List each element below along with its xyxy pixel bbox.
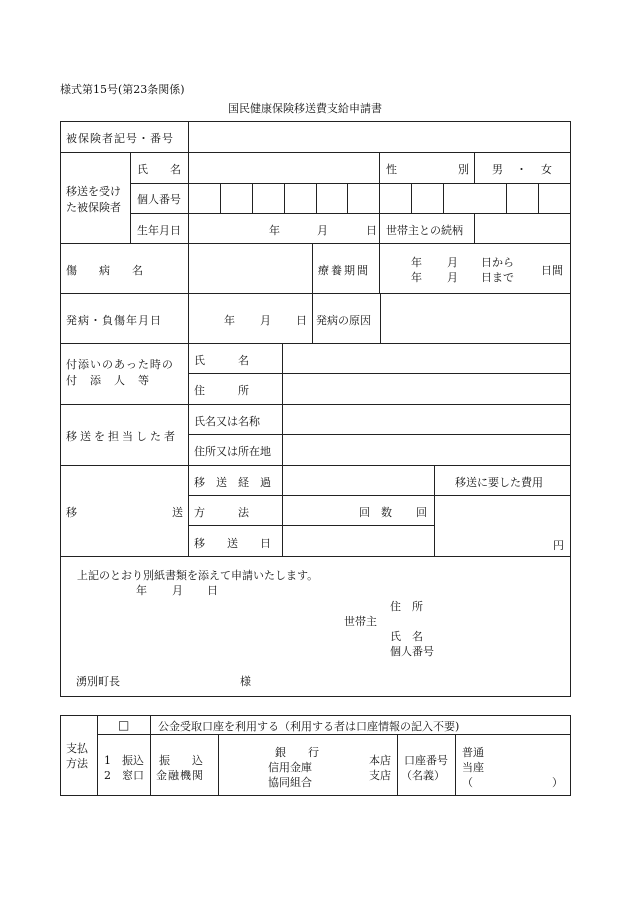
declaration-year-unit: 年 xyxy=(136,584,147,597)
transport-date-label: 移 送 日 xyxy=(194,537,271,550)
shinkin-label: 信用金庫 xyxy=(268,761,312,774)
birth-month-unit: 月 xyxy=(317,224,328,237)
individual-number-digit[interactable] xyxy=(348,184,379,212)
onset-day-unit: 日 xyxy=(296,314,307,327)
branch-label: 支店 xyxy=(369,769,391,782)
account-holder-field[interactable] xyxy=(476,774,548,788)
individual-number-digit[interactable] xyxy=(475,184,506,212)
account-holder-label: （名義） xyxy=(401,769,445,782)
name-label: 氏 名 xyxy=(137,163,181,176)
form-title: 国民健康保険移送費支給申請書 xyxy=(228,102,382,115)
illness-label: 傷 病 名 xyxy=(66,264,143,277)
form-number: 様式第15号(第23条関係) xyxy=(60,83,185,96)
name-field[interactable] xyxy=(200,161,370,175)
treatment-period-label: 療養期間 xyxy=(318,264,370,277)
individual-number-digit[interactable] xyxy=(221,184,252,212)
individual-number-digit[interactable] xyxy=(412,184,443,212)
onset-year-unit: 年 xyxy=(224,314,235,327)
addressee: 湧別町長 xyxy=(76,675,120,688)
transport-route-label: 移 送 経 過 xyxy=(194,476,271,489)
individual-number-digit[interactable] xyxy=(253,184,284,212)
period-from-suffix: 日から xyxy=(481,256,514,269)
carrier-name-field[interactable] xyxy=(283,405,570,434)
onset-cause-label: 発病の原因 xyxy=(316,314,371,327)
bank-label: 銀 行 xyxy=(275,746,319,759)
attendant-address-label: 住 所 xyxy=(194,384,249,397)
sex-male-option[interactable]: 男 xyxy=(492,163,503,176)
period-to-suffix: 日まで xyxy=(481,271,514,284)
transport-cost-field[interactable] xyxy=(435,496,570,555)
carrier-label: 移送を担当した者 xyxy=(66,430,178,443)
declaration-day-unit: 日 xyxy=(207,584,218,597)
attendant-name-label: 氏 名 xyxy=(194,354,249,367)
birth-day-unit: 日 xyxy=(366,224,377,237)
period-from-year: 年 xyxy=(411,256,422,269)
individual-number-digit[interactable] xyxy=(507,184,538,212)
sex-female-option[interactable]: 女 xyxy=(541,163,552,176)
declaration-text: 上記のとおり別紙書類を添えて申請いたします。 xyxy=(77,569,319,582)
sex-separator: ・ xyxy=(516,163,527,176)
sex-label: 性 xyxy=(386,163,397,176)
individual-number-digit[interactable] xyxy=(380,184,411,212)
transport-date-field[interactable] xyxy=(283,526,433,555)
onset-month-unit: 月 xyxy=(260,314,271,327)
attendant-name-field[interactable] xyxy=(283,344,570,373)
transport-route-field[interactable] xyxy=(283,466,433,495)
individual-number-digit[interactable] xyxy=(189,184,220,212)
insured-person-group-label: 移送を受け た被保険者 xyxy=(66,185,121,214)
financial-institution-label: 金融機関 xyxy=(156,769,204,782)
onset-date-label: 発病・負傷年月日 xyxy=(66,314,162,327)
birthdate-label: 生年月日 xyxy=(137,224,181,237)
individual-number-digit[interactable] xyxy=(317,184,347,212)
period-to-year: 年 xyxy=(411,271,422,284)
birth-year-unit: 年 xyxy=(269,224,280,237)
declaration-month-unit: 月 xyxy=(172,584,183,597)
public-account-checkbox[interactable]: □ xyxy=(118,718,130,732)
period-to-month: 月 xyxy=(447,271,458,284)
carrier-address-label: 住所又は所在地 xyxy=(194,445,271,458)
applicant-name-label: 氏 名 xyxy=(390,630,423,643)
yen-unit: 円 xyxy=(553,539,564,552)
individual-number-label: 個人番号 xyxy=(137,193,181,206)
individual-number-digit[interactable] xyxy=(285,184,316,212)
paren-close: ） xyxy=(552,776,563,789)
account-number-label: 口座番号 xyxy=(404,754,448,767)
transport-count-unit: 回 xyxy=(416,506,427,519)
sex-label-2: 別 xyxy=(458,163,469,176)
insured-number-label: 被保険者記号・番号 xyxy=(66,132,174,145)
public-account-text: 公金受取口座を利用する（利用する者は口座情報の記入不要) xyxy=(158,720,460,733)
period-from-month: 月 xyxy=(447,256,458,269)
period-days-unit: 日間 xyxy=(541,264,563,277)
payment-method-label: 支払 方法 xyxy=(66,742,88,770)
transport-label-right: 送 xyxy=(172,506,183,519)
attendant-address-field[interactable] xyxy=(283,374,570,403)
householder-label: 世帯主 xyxy=(344,615,377,628)
individual-number-digit[interactable] xyxy=(444,184,474,212)
payment-option-transfer[interactable]: 1 振込 xyxy=(104,754,144,767)
carrier-name-label: 氏名又は名称 xyxy=(194,415,260,428)
transport-label-left: 移 xyxy=(66,506,77,519)
checking-account-label[interactable]: 当座 xyxy=(462,761,484,774)
carrier-address-field[interactable] xyxy=(283,435,570,464)
applicant-individual-number-label: 個人番号 xyxy=(390,645,434,658)
payment-option-counter[interactable]: 2 窓口 xyxy=(104,769,144,782)
head-office-label: 本店 xyxy=(369,754,391,767)
transport-count-label: 回 数 xyxy=(359,506,392,519)
paren-open: （ xyxy=(462,776,473,789)
transport-method-label: 方 法 xyxy=(194,506,249,519)
individual-number-digit[interactable] xyxy=(539,184,570,212)
attendant-label: 付添いのあった時の 付 添 人 等 xyxy=(66,358,174,387)
transport-cost-label: 移送に要した費用 xyxy=(455,476,543,489)
cooperative-label: 協同組合 xyxy=(268,776,312,789)
ordinary-account-label[interactable]: 普通 xyxy=(462,746,484,759)
transfer-label: 振 込 xyxy=(159,754,203,767)
applicant-address-label: 住 所 xyxy=(390,600,423,613)
honorific: 様 xyxy=(240,675,251,688)
relation-label: 世帯主との続柄 xyxy=(386,224,463,237)
